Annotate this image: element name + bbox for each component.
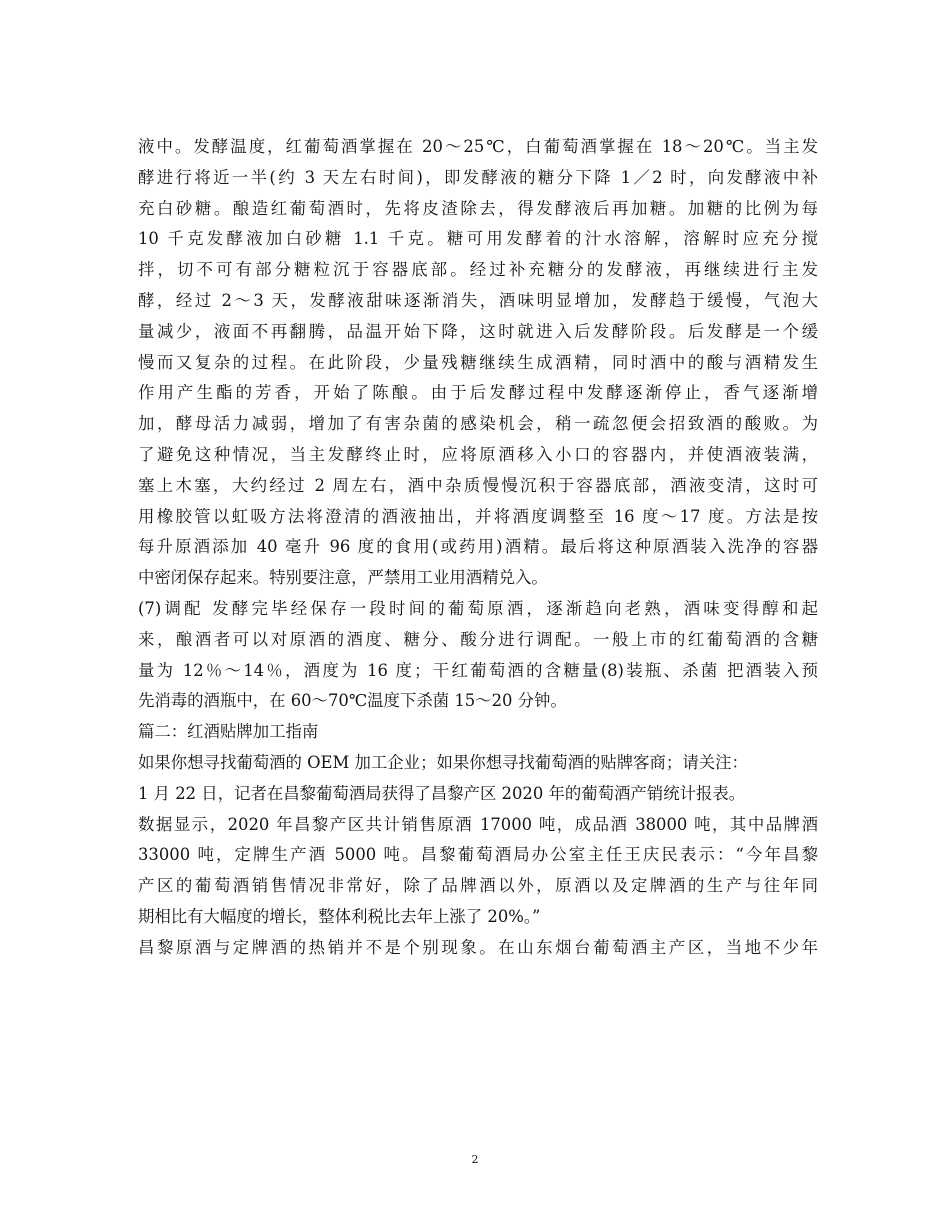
text-line: 产区的葡萄酒销售情况非常好，除了品牌酒以外，原酒以及定牌酒的生产与往年同: [138, 876, 818, 896]
text-line: 先消毒的酒瓶中，在 60～70℃温度下杀菌 15～20 分钟。: [138, 691, 567, 711]
text-line: 了避免这种情况，当主发酵终止时，应将原酒移入小口的容器内，并使酒液装满，: [138, 444, 818, 464]
text-line: 中密闭保存起来。特别要注意，严禁用工业用酒精兑入。: [138, 568, 548, 588]
text-line: 酵，经过 2～3 天，发酵液甜味逐渐消失，酒味明显增加，发酵趋于缓慢，气泡大: [138, 290, 818, 310]
text-line: 用橡胶管以虹吸方法将澄清的酒液抽出，并将酒度调整至 16 度～17 度。方法是按: [138, 506, 818, 526]
text-line: 酵进行将近一半(约 3 天左右时间)，即发酵液的糖分下降 1／2 时，向发酵液中补: [138, 167, 818, 187]
text-line: 每升原酒添加 40 毫升 96 度的食用(或药用)酒精。最后将这种原酒装入洗净的容器: [138, 537, 818, 557]
text-line: (7)调配 发酵完毕经保存一段时间的葡萄原酒，逐渐趋向老熟，酒味变得醇和起: [138, 598, 818, 618]
text-line: 1 月 22 日，记者在昌黎葡萄酒局获得了昌黎产区 2020 年的葡萄酒产销统计报表。: [138, 783, 746, 803]
text-line: 昌黎原酒与定牌酒的热销并不是个别现象。在山东烟台葡萄酒主产区，当地不少年: [138, 937, 818, 957]
text-line: 期相比有大幅度的增长，整体利税比去年上涨了 20%。”: [138, 906, 541, 926]
text-line: 塞上木塞，大约经过 2 周左右，酒中杂质慢慢沉积于容器底部，酒液变清，这时可: [138, 475, 818, 495]
text-line: 慢而又复杂的过程。在此阶段，少量残糖继续生成酒精，同时酒中的酸与酒精发生: [138, 352, 818, 372]
text-line: 33000 吨，定牌生产酒 5000 吨。昌黎葡萄酒局办公室主任王庆民表示：“今年昌黎: [138, 845, 818, 865]
text-line: 来，酿酒者可以对原酒的酒度、糖分、酸分进行调配。一般上市的红葡萄酒的含糖: [138, 629, 818, 649]
text-line: 拌，切不可有部分糖粒沉于容器底部。经过补充糖分的发酵液，再继续进行主发: [138, 260, 818, 280]
text-line: 数据显示，2020 年昌黎产区共计销售原酒 17000 吨，成品酒 38000 吨，其中品牌酒: [138, 814, 818, 834]
text-line: 10 千克发酵液加白砂糖 1.1 千克。糖可用发酵着的汁水溶解，溶解时应充分搅: [138, 229, 818, 249]
section-heading: 篇二：红酒贴牌加工指南: [138, 722, 319, 742]
text-line: 作用产生酯的芳香，开始了陈酿。由于后发酵过程中发酵逐渐停止，香气逐渐增: [138, 383, 818, 403]
text-line: 量减少，液面不再翻腾，品温开始下降，这时就进入后发酵阶段。后发酵是一个缓: [138, 321, 818, 341]
text-line: 液中。发酵温度，红葡萄酒掌握在 20～25℃，白葡萄酒掌握在 18～20℃。当主发: [138, 137, 818, 156]
page-number: 2: [471, 1153, 479, 1166]
text-line: 加，酵母活力减弱，增加了有害杂菌的感染机会，稍一疏忽便会招致酒的酸败。为: [138, 414, 818, 434]
text-line: 量为 12％～14％，酒度为 16 度；干红葡萄酒的含糖量(8)装瓶、杀菌 把酒装入预: [138, 660, 818, 680]
text-line: 如果你想寻找葡萄酒的 OEM 加工企业；如果你想寻找葡萄酒的贴牌客商；请关注：: [138, 752, 748, 772]
body-text: [138, 132, 818, 964]
text-line: 充白砂糖。酿造红葡萄酒时，先将皮渣除去，得发酵液后再加糖。加糖的比例为每: [138, 198, 818, 218]
